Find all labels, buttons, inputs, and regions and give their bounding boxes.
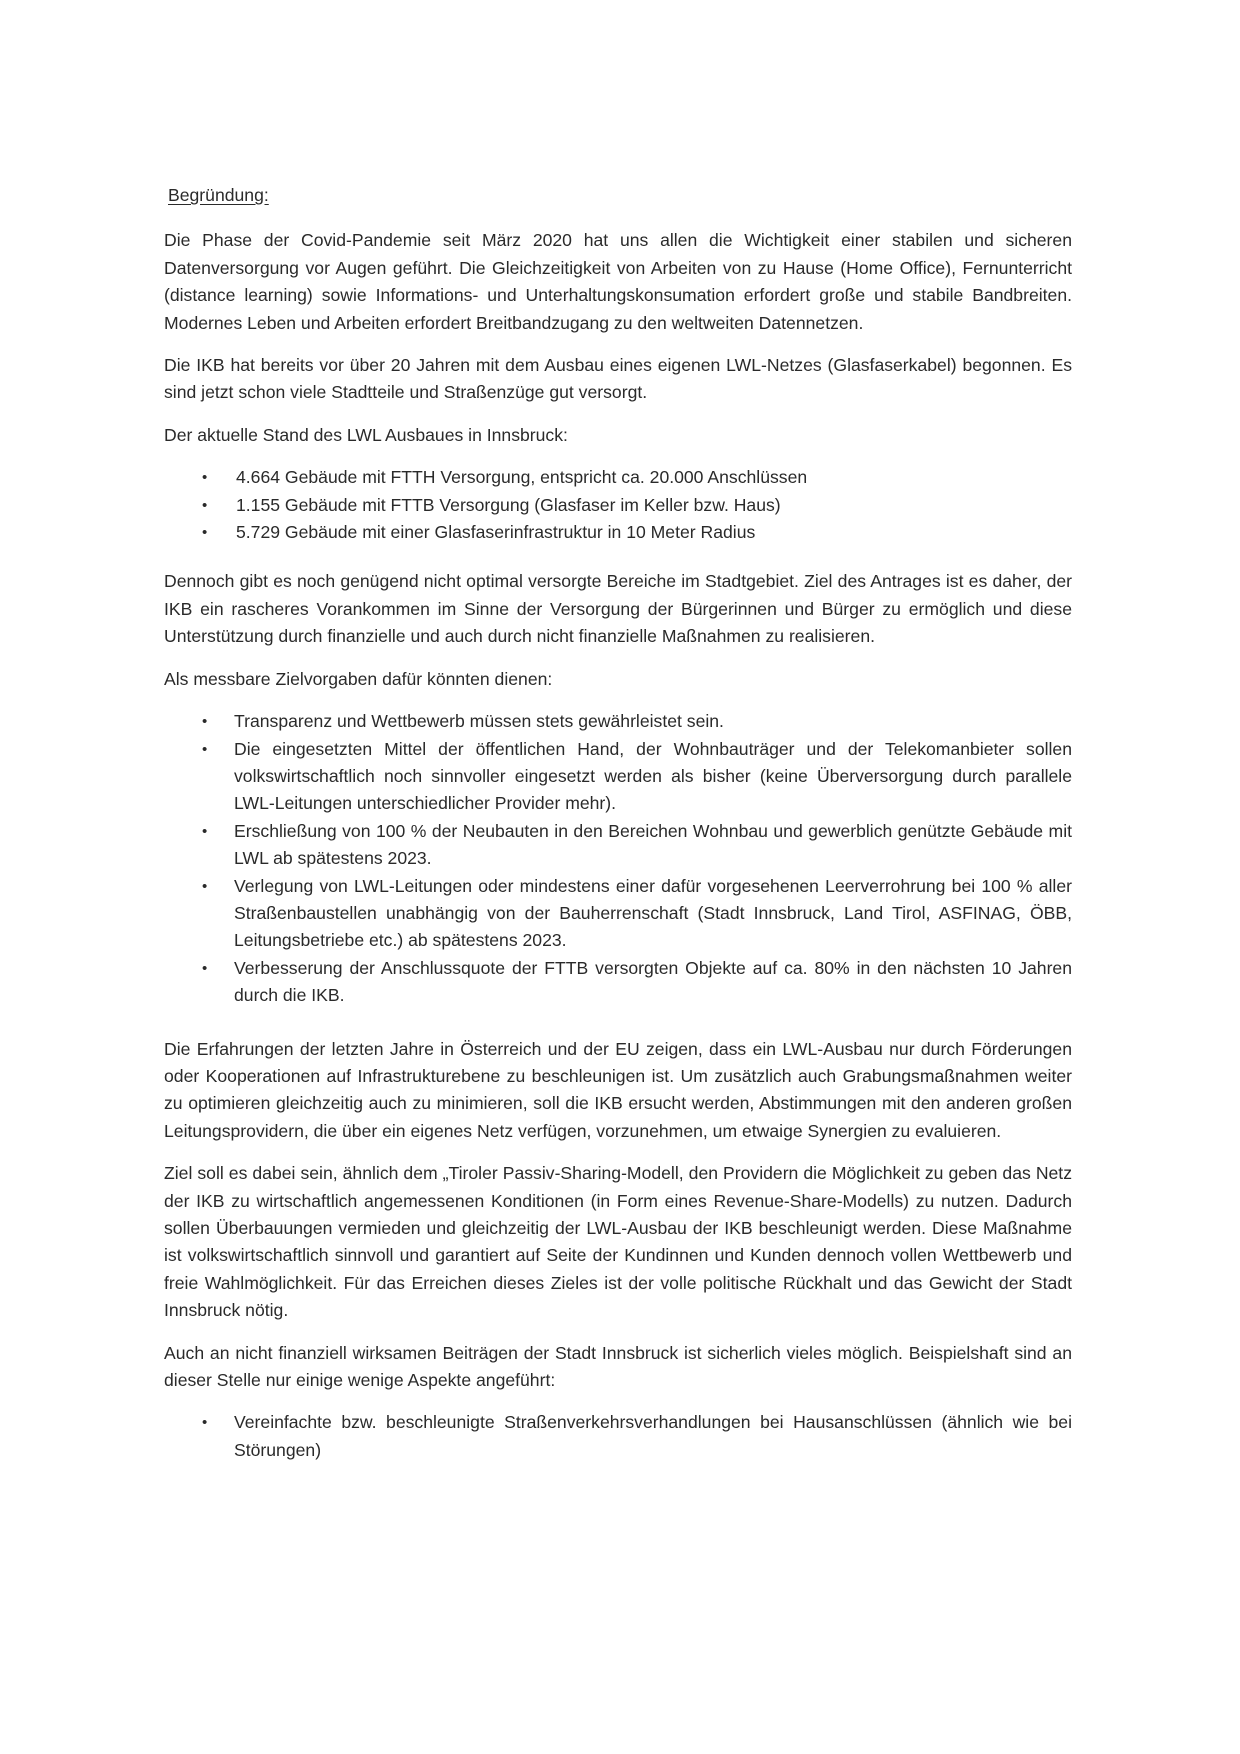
list-item bbox=[164, 736, 1072, 818]
list-item bbox=[164, 464, 1072, 491]
bullet-icon: • bbox=[202, 496, 208, 514]
list-item bbox=[164, 708, 1072, 735]
bullet-icon: • bbox=[202, 713, 208, 731]
bullet-icon: • bbox=[202, 524, 208, 542]
list-item-text: 4.664 Gebäude mit FTTH Versorgung, entspricht ca. 20.000 Anschlüssen bbox=[236, 467, 808, 488]
list-item-text: Die eingesetzten Mittel der öffentlichen Hand, der Wohnbauträger und der Telekomanbieter sollen volkswirtschaftlich noch sinnvoller eingesetzt werden als bisher (keine Überversorgung durch parallele LWL-Leitungen unterschiedlicher Provider mehr). bbox=[234, 738, 1072, 814]
bullet-icon: • bbox=[202, 740, 208, 758]
bullet-icon: • bbox=[202, 959, 208, 977]
list-item bbox=[164, 1409, 1072, 1464]
paragraph-non-financial: Auch an nicht finanziell wirksamen Beiträgen der Stadt Innsbruck ist sicherlich vieles möglich. Beispielshaft sind an dieser Stelle nur einige wenige Aspekte angeführt: bbox=[164, 1342, 1072, 1391]
list-item-text: Verlegung von LWL-Leitungen oder mindestens einer dafür vorgesehenen Leerverrohrung bei 100 % aller Straßenbaustellen unabhängig von der Bauherrenschaft (Stadt Innsbruck, Land Tirol, ASFINAG, ÖBB, Leitungsbetriebe etc.) ab spätestens 2023. bbox=[234, 875, 1072, 951]
list-item-text: Vereinfachte bzw. beschleunigte Straßenverkehrsverhandlungen bei Hausanschlüssen (ähnlich wie bei Störungen) bbox=[234, 1412, 1072, 1460]
paragraph-targets-intro: Als messbare Zielvorgaben dafür könnten dienen: bbox=[164, 668, 553, 689]
paragraph-passive-sharing: Ziel soll es dabei sein, ähnlich dem „Tiroler Passiv-Sharing-Modell, den Providern die Möglichkeit zu geben das Netz der IKB zu wirtschaftlich angemessenen Konditionen (in Form eines Revenue-Share-Modells) zu nutzen. Dadurch sollen Überbauungen vermieden und gleichzeitig der LWL-Ausbau der IKB beschleunigt werden. Diese Maßnahme ist volkswirtschaftlich sinnvoll und garantiert auf Seite der Kundinnen und Kunden dennoch vollen Wettbewerb und freie Wahlmöglichkeit. Für das Erreichen dieses Zieles ist der volle politische Rückhalt und das Gewicht der Stadt Innsbruck nötig. bbox=[164, 1163, 1072, 1321]
paragraph-experience: Die Erfahrungen der letzten Jahre in Österreich und der EU zeigen, dass ein LWL-Ausbau nur durch Förderungen oder Kooperationen auf Infrastrukturebene zu beschleunigen ist. Um zusätzlich auch Grabungsmaßnahmen weiter zu optimieren gleichzeitig auch zu minimieren, soll die IKB ersucht werden, Abstimmungen mit den anderen großen Leitungsprovidern, die über ein eigenes Netz verfügen, vorzunehmen, um etwaige Synergien zu evaluieren. bbox=[164, 1038, 1072, 1141]
document-body bbox=[164, 182, 1072, 1464]
list-item-text: Transparenz und Wettbewerb müssen stets gewährleistet sein. bbox=[234, 711, 724, 732]
paragraph-current-status-intro: Der aktuelle Stand des LWL Ausbaues in Innsbruck: bbox=[164, 424, 568, 445]
list-item-text: Erschließung von 100 % der Neubauten in den Bereichen Wohnbau und gewerblich genützte Gebäude mit LWL ab spätestens 2023. bbox=[234, 820, 1072, 869]
bullet-icon: • bbox=[202, 1414, 208, 1432]
paragraph-goal: Dennoch gibt es noch genügend nicht optimal versorgte Bereiche im Stadtgebiet. Ziel des Antrages ist es daher, der IKB ein rascheres Vorankommen im Sinne der Versorgung der Bürgerinnen und Bürger zu ermöglich und diese Unterstützung durch finanzielle und auch durch nicht finanzielle Maßnahmen zu realisieren. bbox=[164, 571, 1072, 647]
bullet-icon: • bbox=[202, 469, 208, 487]
paragraph-ikb-history: Die IKB hat bereits vor über 20 Jahren mit dem Ausbau eines eigenen LWL-Netzes (Glasfaserkabel) begonnen. Es sind jetzt schon viele Stadtteile und Straßenzüge gut versorgt. bbox=[164, 355, 1072, 403]
list-item bbox=[164, 492, 1072, 519]
section-heading: Begründung: bbox=[168, 185, 269, 205]
list-item bbox=[164, 873, 1072, 955]
list-item-text: 1.155 Gebäude mit FTTB Versorgung (Glasfaser im Keller bzw. Haus) bbox=[236, 494, 781, 515]
aspects-list bbox=[164, 1409, 1072, 1464]
list-item-text: 5.729 Gebäude mit einer Glasfaserinfrastruktur in 10 Meter Radius bbox=[236, 522, 756, 543]
paragraph-pandemic: Die Phase der Covid-Pandemie seit März 2020 hat uns allen die Wichtigkeit einer stabilen und sicheren Datenversorgung vor Augen geführt. Die Gleichzeitigkeit von Arbeiten von zu Hause (Home Office), Fernunterricht (distance learning) sowie Informations- und Unterhaltungskonsumation erfordert große und stabile Bandbreiten. Modernes Leben und Arbeiten erfordert Breitbandzugang zu den weltweiten Datennetzen. bbox=[164, 230, 1072, 333]
stats-list bbox=[164, 464, 1072, 546]
list-item-text: Verbesserung der Anschlussquote der FTTB versorgten Objekte auf ca. 80% in den nächsten 10 Jahren durch die IKB. bbox=[234, 957, 1072, 1006]
list-item bbox=[164, 519, 1072, 546]
bullet-icon: • bbox=[202, 822, 208, 840]
list-item bbox=[164, 955, 1072, 1010]
targets-list bbox=[164, 708, 1072, 1009]
bullet-icon: • bbox=[202, 877, 208, 895]
list-item bbox=[164, 818, 1072, 873]
